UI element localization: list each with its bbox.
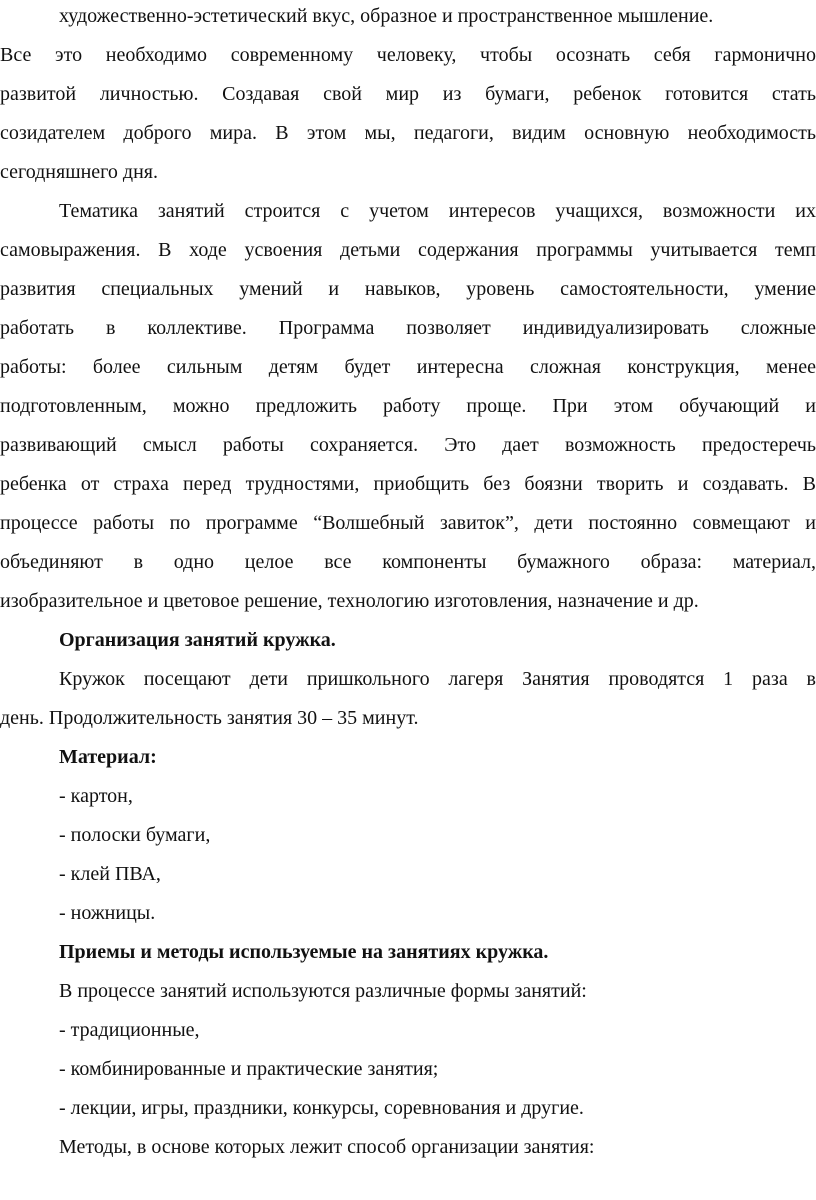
text-line: Тематика занятий строится с учетом интересов учащихся, возможности их [59,200,816,222]
text-line: Кружок посещают дети пришкольного лагеря Занятия проводятся 1 раза в [59,668,816,690]
text-line: созидателем доброго мира. В этом мы, педагоги, видим основную необходимость [0,122,816,144]
text-line: Методы, в основе которых лежит способ организации занятия: [59,1136,595,1158]
text-line: развития специальных умений и навыков, уровень самостоятельности, умение [0,278,816,300]
list-item: - комбинированные и практические занятия; [59,1058,439,1080]
text-line: процессе работы по программе “Волшебный завиток”, дети постоянно совмещают и [0,512,816,534]
text-line: работать в коллективе. Программа позволяет индивидуализировать сложные [0,317,816,339]
text-line: В процессе занятий используются различные формы занятий: [59,980,587,1002]
list-item: - лекции, игры, праздники, конкурсы, соревнования и другие. [59,1097,584,1119]
text-line: подготовленным, можно предложить работу проще. При этом обучающий и [0,395,816,417]
text-line: объединяют в одно целое все компоненты бумажного образа: материал, [0,551,816,573]
text-line: Все это необходимо современному человеку, чтобы осознать себя гармонично [0,44,816,66]
section-heading: Организация занятий кружка. [59,629,336,651]
text-line: развитой личностью. Создавая свой мир из бумаги, ребенок готовится стать [0,83,816,105]
text-line: изобразительное и цветовое решение, технологию изготовления, назначение и др. [0,590,699,612]
list-item: - клей ПВА, [59,863,161,885]
text-line: работы: более сильным детям будет интересна сложная конструкция, менее [0,356,816,378]
text-line: самовыражения. В ходе усвоения детьми содержания программы учитывается темп [0,239,816,261]
list-item: - традиционные, [59,1019,200,1041]
text-line: развивающий смысл работы сохраняется. Это дает возможность предостеречь [0,434,816,456]
text-line: ребенка от страха перед трудностями, приобщить без боязни творить и создавать. В [0,473,816,495]
list-item: - ножницы. [59,902,156,924]
section-heading: Приемы и методы используемые на занятиях кружка. [59,941,549,963]
text-line: сегодняшнего дня. [0,161,158,183]
list-item: - полоски бумаги, [59,824,211,846]
text-line: день. Продолжительность занятия 30 – 35 минут. [0,707,419,729]
text-line: художественно-эстетический вкус, образное и пространственное мышление. [59,5,714,27]
list-item: - картон, [59,785,133,807]
section-heading: Материал: [59,746,157,768]
